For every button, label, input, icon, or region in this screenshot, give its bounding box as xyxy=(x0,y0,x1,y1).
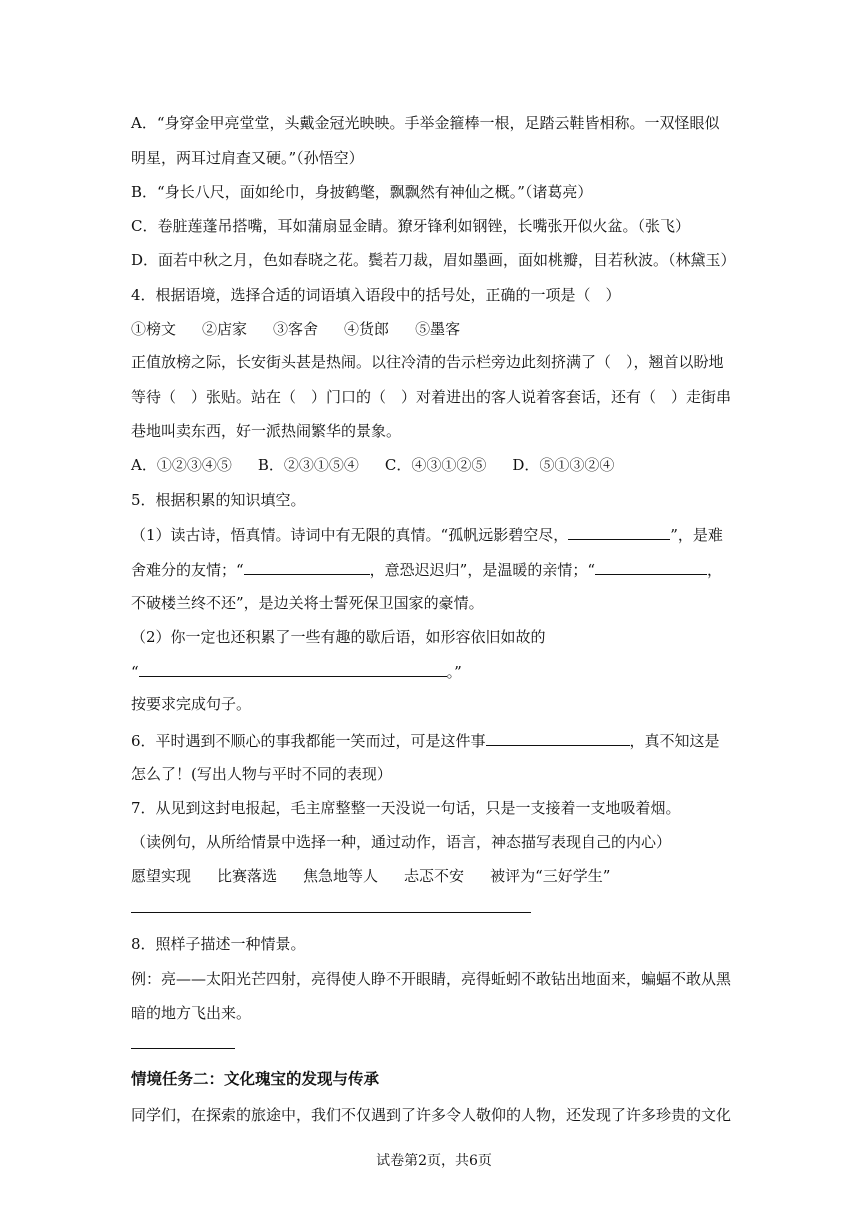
question-4-passage-line-3: 巷地叫卖东西，好一派热闹繁华的景象。 xyxy=(131,422,402,440)
question-8-example-line-2: 暗的地方飞出来。 xyxy=(131,1004,252,1022)
question-4-stem: 4．根据语境，选择合适的词语填入语段中的括号处，正确的一项是（ ） xyxy=(131,286,621,304)
answer-line[interactable] xyxy=(131,912,531,913)
question-5-stem: 5．根据积累的知识填空。 xyxy=(131,491,306,509)
section-title: 情境任务二：文化瑰宝的发现与传承 xyxy=(131,1070,380,1088)
question-5-part-2-answer-line: “ 。” xyxy=(131,663,462,681)
scenario-option: 焦急地等人 xyxy=(303,867,379,885)
question-5-part-2: （2）你一定也还积累了一些有趣的歇后语，如形容依旧如故的 xyxy=(131,628,546,646)
answer-line[interactable] xyxy=(131,1048,235,1049)
choice-b: B．②③①⑤④ xyxy=(257,456,359,474)
choice-c: C．④③①②⑤ xyxy=(384,456,487,474)
question-7-scenarios xyxy=(131,866,610,886)
answer-blank[interactable] xyxy=(568,524,670,540)
answer-blank[interactable] xyxy=(139,661,447,677)
word-option: ①榜文 xyxy=(131,320,177,338)
question-7-note: （读例句，从所给情景中选择一种，通过动作，语言，神态描写表现自己的内心） xyxy=(131,833,672,851)
question-8-stem: 8．照样子描述一种情景。 xyxy=(131,935,306,953)
option-b: B．“身长八尺，面如纶巾，身披鹤氅，飘飘然有神仙之概。”（诸葛亮） xyxy=(131,183,593,201)
option-c: C．卷脏莲蓬吊搭嘴，耳如蒲扇显金睛。獠牙锋利如钢锉，长嘴张开似火盆。（张飞） xyxy=(131,217,690,235)
scenario-option: 比赛落选 xyxy=(217,867,278,885)
question-4-passage-line-1: 正值放榜之际，长安街头甚是热闹。以往冷清的告示栏旁边此刻挤满了（ ），翘首以盼地 xyxy=(131,353,724,371)
page-number-footer: 试卷第2页，共6页 xyxy=(376,1153,492,1169)
choice-a: A．①②③④⑤ xyxy=(131,456,232,474)
section-intro: 同学们，在探索的旅途中，我们不仅遇到了许多令人敬仰的人物，还发现了许多珍贵的文化 xyxy=(131,1106,732,1124)
word-option: ③客舍 xyxy=(273,320,319,338)
question-4-word-list xyxy=(131,319,460,339)
option-a-line-2: 明星，两耳过肩查又硬。”（孙悟空） xyxy=(131,149,364,167)
question-4-choices xyxy=(131,455,614,475)
question-5-part-1-line-3: 不破楼兰终不还”，是边关将士誓死保卫国家的豪情。 xyxy=(131,594,484,612)
answer-blank[interactable] xyxy=(244,559,370,575)
option-a-line-1: A．“身穿金甲亮堂堂，头戴金冠光映映。手举金箍棒一根，足踏云鞋皆相称。一双怪眼似 xyxy=(131,114,720,132)
answer-blank[interactable] xyxy=(486,730,630,746)
word-option: ⑤墨客 xyxy=(415,320,461,338)
question-6-line-1: 6．平时遇到不顺心的事我都能一笑而过，可是这件事 ，真不知这是 xyxy=(131,732,720,750)
word-option: ④货郎 xyxy=(344,320,390,338)
question-7-stem: 7．从见到这封电报起，毛主席整整一天没说一句话，只是一支接着一支地吸着烟。 xyxy=(131,799,681,817)
question-6-line-2: 怎么了！(写出人物与平时不同的表现） xyxy=(131,765,392,783)
option-d: D．面若中秋之月，色如春晓之花。鬓若刀裁，眉如墨画，面如桃瓣，目若秋波。（林黛玉） xyxy=(131,251,736,269)
scenario-option: 被评为“三好学生” xyxy=(490,867,611,885)
section-instruction: 按要求完成句子。 xyxy=(131,695,252,713)
scenario-option: 忐忑不安 xyxy=(404,867,465,885)
word-option: ②店家 xyxy=(202,320,248,338)
question-4-passage-line-2: 等待（ ）张贴。站在（ ）门口的（ ）对着进出的客人说着客套话，还有（ ）走街串 xyxy=(131,388,732,406)
answer-blank[interactable] xyxy=(595,559,707,575)
choice-d: D．⑤①③②④ xyxy=(512,456,615,474)
question-8-example-line-1: 例：亮——太阳光芒四射，亮得使人睁不开眼睛，亮得蚯蚓不敢钻出地面来，蝙蝠不敢从黑 xyxy=(131,970,732,988)
question-5-part-1-line-1: （1）读古诗，悟真情。诗词中有无限的真情。“孤帆远影碧空尽， ”，是难 xyxy=(131,526,723,544)
scenario-option: 愿望实现 xyxy=(131,867,192,885)
question-5-part-1-line-2: 舍难分的友情；“ ，意恐迟迟归”，是温暖的亲情；“ ， xyxy=(131,561,723,579)
